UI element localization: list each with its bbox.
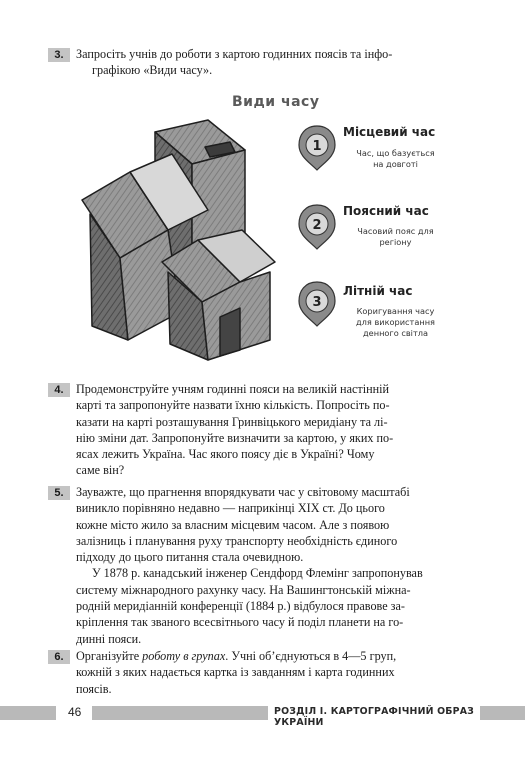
chapter-title: РОЗДІЛ І. КАРТОГРАФІЧНИЙ ОБРАЗ УКРАЇНИ	[274, 706, 475, 728]
footer-bar-left	[0, 706, 56, 720]
item-5-line-1: Зауважте, що прагнення впорядкувати час у світовому масштабі	[76, 485, 410, 499]
entry-1-desc-line-2: на довготі	[373, 159, 418, 169]
entry-2-title: Поясний час	[343, 204, 429, 218]
item-number-6: 6.	[48, 650, 70, 664]
item-5-line-5: підходу до цього питання стала очевидною.	[76, 550, 304, 565]
item-5-line-4: залізниць і планування руху транспорту необхідність єдиного	[76, 533, 398, 548]
item-3-line-1: Запросіть учнів до роботи з картою годинних поясів та інфо-	[76, 47, 393, 61]
item-3-text	[76, 46, 476, 79]
item-3-line-2: графікою «Види часу».	[92, 63, 213, 78]
entry-2-desc-line-1: Часовий пояс для	[357, 226, 434, 236]
svg-text:3: 3	[312, 295, 322, 310]
item-4-line-4: нію зміни дат. Запропонуйте визначити за картою, у яких по-	[76, 430, 394, 445]
item-6-line-3: поясів.	[76, 681, 112, 696]
item-6-line-2: кожній з яких надається картка із завданням і карта годинних	[76, 665, 395, 680]
pin-3-icon	[297, 280, 337, 328]
item-6-line-1	[76, 648, 476, 664]
pin-2-icon	[297, 203, 337, 251]
entry-3-title: Літній час	[343, 284, 413, 298]
item-5-line-7: систему міжнародного рахунку часу. На Вашингтонській міжна-	[76, 582, 411, 597]
entry-3-desc-line-3: денного світла	[363, 328, 428, 338]
item-5-line-10: динні пояси.	[76, 631, 142, 646]
item-number-4: 4.	[48, 383, 70, 397]
entry-2-desc-line-2: регіону	[379, 237, 412, 247]
svg-text:2: 2	[312, 218, 322, 233]
item-6-italic: роботу в групах	[142, 649, 226, 663]
item-number-5: 5.	[48, 486, 70, 500]
item-4-line-2: карті та запропонуйте назвати їхню кількість. Попросіть по-	[76, 398, 390, 413]
footer-bar-middle	[92, 706, 268, 720]
houses-illustration	[70, 112, 300, 367]
item-5-line-6: У 1878 р. канадський інженер Сендфорд Флемінг запропонував	[92, 566, 423, 581]
entry-1-desc-line-1: Час, що базується	[356, 148, 435, 158]
item-4-line-5: ясах лежить Україна. Час якого поясу діє в Україні? Чому	[76, 447, 375, 462]
item-5-text	[76, 484, 476, 647]
item-6-prefix: Організуйте	[76, 649, 143, 663]
entry-1-title: Місцевий час	[343, 125, 436, 139]
pin-1-icon	[297, 124, 337, 172]
item-5-line-3: кожне місто жило за власним місцевим часом. Але з появою	[76, 517, 390, 532]
item-number-3: 3.	[48, 48, 70, 62]
item-5-line-8: родній меридіанній конференції (1884 р.) відбулося правове за-	[76, 599, 405, 614]
entry-3-desc-line-2: для використання	[356, 317, 435, 327]
item-4-text	[76, 381, 476, 479]
entry-2-desc	[343, 226, 448, 248]
item-4-line-6: саме він?	[76, 463, 125, 478]
page-number: 46	[68, 705, 82, 719]
item-4-line-3: казати на карті розташування Гринвіцького меридіану та лі-	[76, 414, 388, 429]
svg-text:1: 1	[312, 139, 322, 154]
item-5-line-9: кріплення так званого всесвітнього часу й поділ планети на го-	[76, 615, 404, 630]
infographic-title: Види часу	[232, 94, 320, 110]
entry-3-desc	[343, 306, 448, 339]
item-5-line-2: виникло порівняно недавно — наприкінці XIX ст. До цього	[76, 501, 385, 516]
item-4-line-1: Продемонструйте учням годинні пояси на великій настінній	[76, 382, 390, 396]
entry-3-desc-line-1: Коригування часу	[356, 306, 435, 316]
footer-bar-right	[480, 706, 525, 720]
item-6-text	[76, 648, 476, 697]
entry-1-desc	[343, 148, 448, 170]
item-6-rest: . Учні об’єднуються в 4—5 груп,	[225, 649, 397, 663]
